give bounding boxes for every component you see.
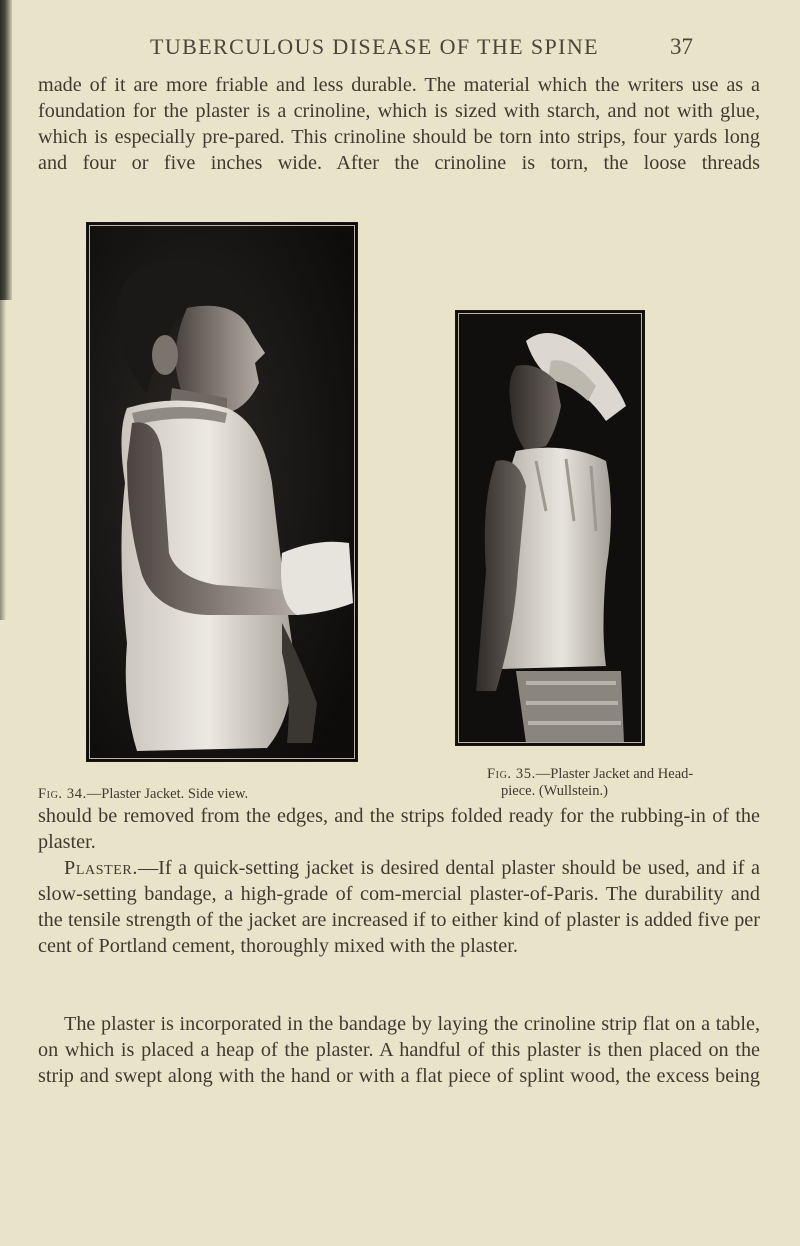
section-heading-plaster: Plaster. [64, 857, 138, 879]
paragraph-plaster [38, 855, 760, 959]
figure-35-caption-text-line2: piece. (Wullstein.) [501, 783, 608, 799]
figure-35-caption-text-line1: —Plaster Jacket and Head- [535, 766, 694, 782]
running-head: TUBERCULOUS DISEASE OF THE SPINE [150, 34, 599, 59]
page-gutter-shadow [0, 300, 6, 620]
figure-34-label: Fig. 34. [38, 786, 87, 802]
paragraph-continuation: should be removed from the edges, and the strips folded ready for the rubbing-in of the plaster. [38, 805, 760, 853]
page-header [0, 28, 800, 68]
figure-34-frame [89, 225, 355, 759]
figure-35-caption [487, 766, 727, 800]
figure-34-photo [86, 222, 358, 762]
figure-35-frame [458, 313, 642, 743]
figure-34-caption [38, 786, 358, 803]
paragraph-incorporation [38, 1011, 760, 1089]
paragraph-incorporation-body: The plaster is incorporated in the bandage by laying the crinoline strip flat on a table, on which is placed a heap of the plaster. A handful of this plaster is then placed on the strip and swept along with the hand or with a flat piece of splint wood, the excess being [38, 1013, 760, 1087]
figure-34-caption-text: —Plaster Jacket. Side view. [86, 786, 249, 802]
figure-35-photo [455, 310, 645, 746]
paragraph-plaster-body: —If a quick-setting jacket is desired dental plaster should be used, and if a slow-setting bandage, a high-grade of com-mercial plaster-of-Paris. The durability and the tensile strength of the jacket are increased if to either kind of plaster is added five per cent of Portland cement, thoroughly mixed with the plaster. [38, 857, 760, 957]
figure-35-label: Fig. 35. [487, 766, 536, 782]
page-number: 37 [670, 34, 693, 59]
paragraph-top: made of it are more friable and less durable. The material which the writers use as a foundation for the plaster is a crinoline, which is sized with starch, and not with glue, which is especially pre-pared. This crinoline should be torn into strips, four yards long and four or five inches wide. After the crinoline is torn, the loose threads [38, 74, 760, 174]
